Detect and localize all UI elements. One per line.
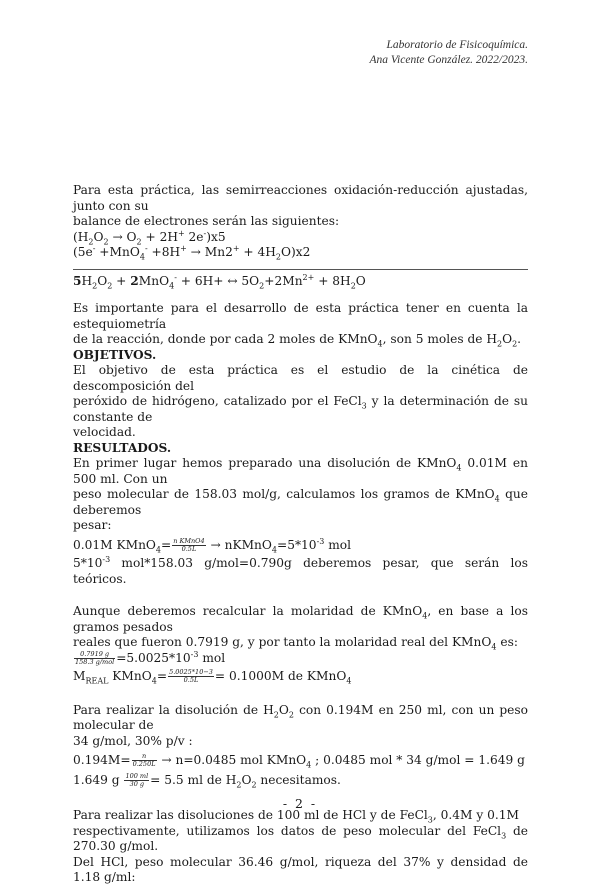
header-course: Laboratorio de Fisicoquímica. — [386, 39, 528, 51]
h2o2-paragraph: Para realizar la disolución de $H_2O_2$ con 0.194M en 250 ml, con un peso molecular de 34 g/mol, 30% p/v : — [73, 702, 528, 748]
fraction: $\frac{n}{0.250L}$ — [132, 752, 156, 768]
equation-real-molarity: $M_{REAL}$ KMnO$_4$= $\frac{5.0025*10-3}{0.5L}$ = 0.1000M de KMnO$_4$ — [73, 668, 352, 686]
fraction: $\frac{\text{n KMnO4}}{0.5L}$ — [173, 536, 205, 553]
page-number: - 2 - — [282, 796, 318, 811]
resultados-heading: RESULTADOS. — [73, 440, 172, 455]
half-reaction-reduction: $(5e^- +MnO_4^- +8H^+ \to Mn2^+ + 4H_2O)x2$ — [73, 243, 311, 262]
fraction: $\frac{5.0025*10-3}{0.5L}$ — [169, 668, 213, 684]
fraction: $\frac{100 ml}{30 g}$ — [125, 771, 149, 788]
equation-grams-kmno4: $5*10^{-3}$ mol*158.03 g/mol=0.790g deberemos pesar, que serán los teóricos. — [73, 554, 528, 586]
document-body — [73, 183, 528, 886]
equation-moles-h2o2: 0.194M= $\frac{n}{0.250L}$ → n=0.0485 mol KMnO$_4$ ; 0.0485 mol * 34 g/mol = 1.649 g — [73, 752, 525, 770]
objetivos-paragraph: El objetivo de esta práctica es el estudio de la cinética de descomposición del peróxido de hidrógeno, catalizado por el FeCl$_3$ y la determinación de su constante de velocidad. — [73, 363, 529, 439]
half-reaction-oxidation: ($H_2O_2 \to O_2 + 2H^+$ 2e-)x5 — [73, 228, 226, 246]
fraction: $\frac{0.7919 g}{\text{158.3 g/mol}}$ — [75, 649, 115, 666]
kmno4-paragraph: En primer lugar hemos preparado una disolución de KMnO$_4$ 0.01M en 500 ml. Con un peso molecular de 158.03 mol/g, calculamos los gramos de KMnO$_4$ que deberemos pesar: — [73, 456, 528, 532]
stoichiometry-paragraph: Es importante para el desarrollo de esta práctica tener en cuenta la estequiometría de la reacción, donde por cada 2 moles de KMnO$_4$, son 5 moles de $H_2O_2$. — [73, 301, 528, 349]
equation-moles-kmno4: 0.01M KMnO$_4$= $\frac{\text{n KMnO4}}{0.5L}$ → $nKMnO_4=5*10^{-3}$ mol — [73, 536, 352, 554]
objetivos-heading: OBJETIVOS. — [73, 347, 157, 362]
equation-real-moles: $\frac{0.7919 g}{\text{158.3 g/mol}}$ $=5.0025*10^{-3}$ mol — [75, 649, 226, 666]
equation-volume-h2o2: 1.649 g $\frac{100 ml}{30 g}$ = 5.5 ml de $H_2O_2$ necesitamos. — [73, 771, 341, 789]
recalculation-paragraph: Aunque deberemos recalcular la molaridad de KMnO$_4$, en base a los gramos pesados reales que fueron 0.7919 g, y por tanto la molaridad real del KMnO$_4$ es: — [73, 604, 528, 652]
header-author: Ana Vicente González. 2022/2023. — [369, 54, 528, 66]
overall-reaction: $5H_2O_2 + 2MnO_4^- + 6H+$ ↔ $5O_2+2Mn^{2+} + 8H_2O$ — [73, 272, 366, 290]
hcl-fecl3-paragraph: Para realizar las disoluciones de 100 ml de HCl y de FeCl$_3$, 0.4M y 0.1M respectivamente, utilizamos los datos de peso molecular del FeCl$_3$ de 270.30 g/mol. Del HCl, peso molecular 36.46 g/mol, riqueza del 37% y densidad de 1.18 g/ml: — [73, 808, 528, 884]
reaction-sum-divider — [73, 269, 528, 270]
page-header — [369, 38, 528, 68]
intro-paragraph: Para esta práctica, las semirreacciones oxidación-reducción ajustadas, junto con su balance de electrones serán las siguientes: — [73, 183, 528, 228]
